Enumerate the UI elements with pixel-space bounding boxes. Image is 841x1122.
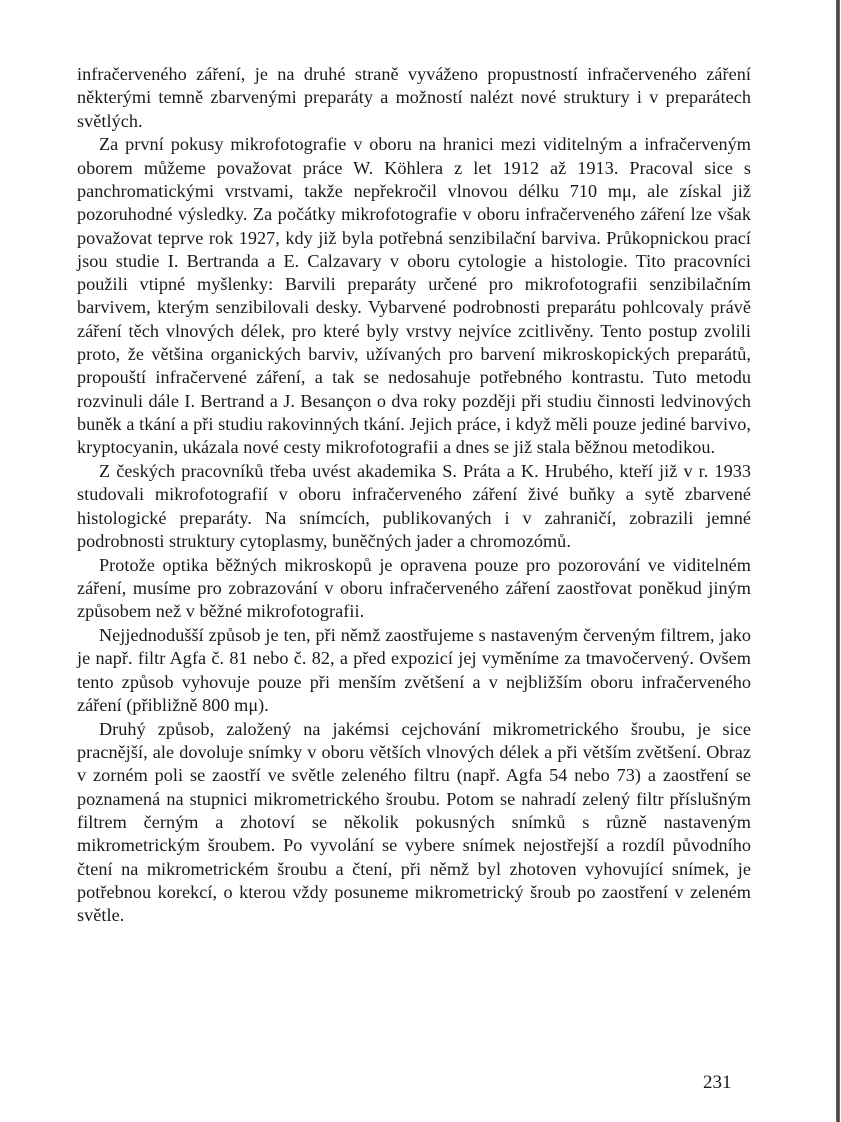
paragraph: Druhý způsob, založený na jakémsi cejchování mikrometrického šroubu, je sice pracnější, ale dovoluje snímky v oboru větších vlnových délek a při větším zvětšení. Obraz v zorném poli se zaostří ve světle zeleného filtru (např. Agfa 54 nebo 73) a zaostření se poznamená na stupnici mikrometrického šroubu. Potom se nahradí zelený filtr příslušným filtrem černým a zhotoví se několik pokusných snímků s různě nastaveným mikrometrickým šroubem. Po vyvolání se vybere snímek nejostřejší a rozdíl původního čtení na mikrometrickém šroubu a čtení, při němž byl zhotoven vyhovující snímek, je potřebnou korekcí, o kterou vždy posuneme mikrometrický šroub po zaostření v zeleném světle.	[77, 718, 751, 926]
paragraph: Za první pokusy mikrofotografie v oboru na hranici mezi viditelným a infračerveným oborem můžeme považovat práce W. Köhlera z let 1912 až 1913. Pracoval sice s panchromatickými vrstvami, takže nepřekročil vlnovou délku 710 mμ, ale získal již pozoruhodné výsledky. Za počátky mikrofotografie v oboru infračerveného záření lze však považovat teprve rok 1927, kdy již byla potřebná senzibilační barviva. Průkopnickou prací jsou studie I. Bertranda a E. Calzavary v oboru cytologie a histologie. Tito pracovníci použili vtipné myšlenky: Barvili preparáty určené pro mikrofotografii senzibilačním barvivem, kterým senzibilovali desky. Vybarvené podrobnosti preparátu pohlcovaly právě záření těch vlnových délek, pro které byly vrstvy nejvíce zcitlivěny. Tento postup zvolili proto, že většina organických barviv, užívaných pro barvení mikroskopických preparátů, propouští infračervené záření, a tak se nedosahuje potřebného kontrastu. Tuto metodu rozvinuli dále I. Bertrand a J. Besançon o dva roky později při studiu činnosti ledvinových buněk a tkání a při studiu rakovinných tkání. Jejich práce, i když měli pouze jediné barvivo, kryptocyanin, ukázala nové cesty mikrofotografii a dnes se již stala běžnou metodikou.	[77, 134, 751, 458]
paragraph: Nejjednodušší způsob je ten, při němž zaostřujeme s nastaveným červeným filtrem, jako je např. filtr Agfa č. 81 nebo č. 82, a před expozicí jej vyměníme za tmavočervený. Ovšem tento způsob vyhovuje pouze při menším zvětšení a v nejbližším oboru infračerveného záření (přibližně 800 mμ).	[77, 625, 751, 716]
body-text	[77, 63, 751, 928]
paragraph: Protože optika běžných mikroskopů je opravena pouze pro pozorování ve viditelném záření, musíme pro zobrazování v oboru infračerveného záření zaostřovat poněkud jiným způsobem než v běžné mikrofotografii.	[77, 554, 751, 622]
paragraph: Z českých pracovníků třeba uvést akademika S. Práta a K. Hrubého, kteří již v r. 1933 studovali mikrofotografií v oboru infračerveného záření živé buňky a sytě zbarvené histologické preparáty. Na snímcích, publikovaných i v zahraničí, zobrazili jemné podrobnosti struktury cytoplasmy, buněčných jader a chromozómů.	[77, 461, 751, 551]
page-number: 231	[703, 1072, 732, 1093]
page-edge-shadow	[836, 0, 840, 1122]
paragraph: infračerveného záření, je na druhé straně vyváženo propustností infračerveného záření některými temně zbarvenými preparáty a možností nalézt nové struktury i v preparátech světlých.	[77, 64, 751, 131]
